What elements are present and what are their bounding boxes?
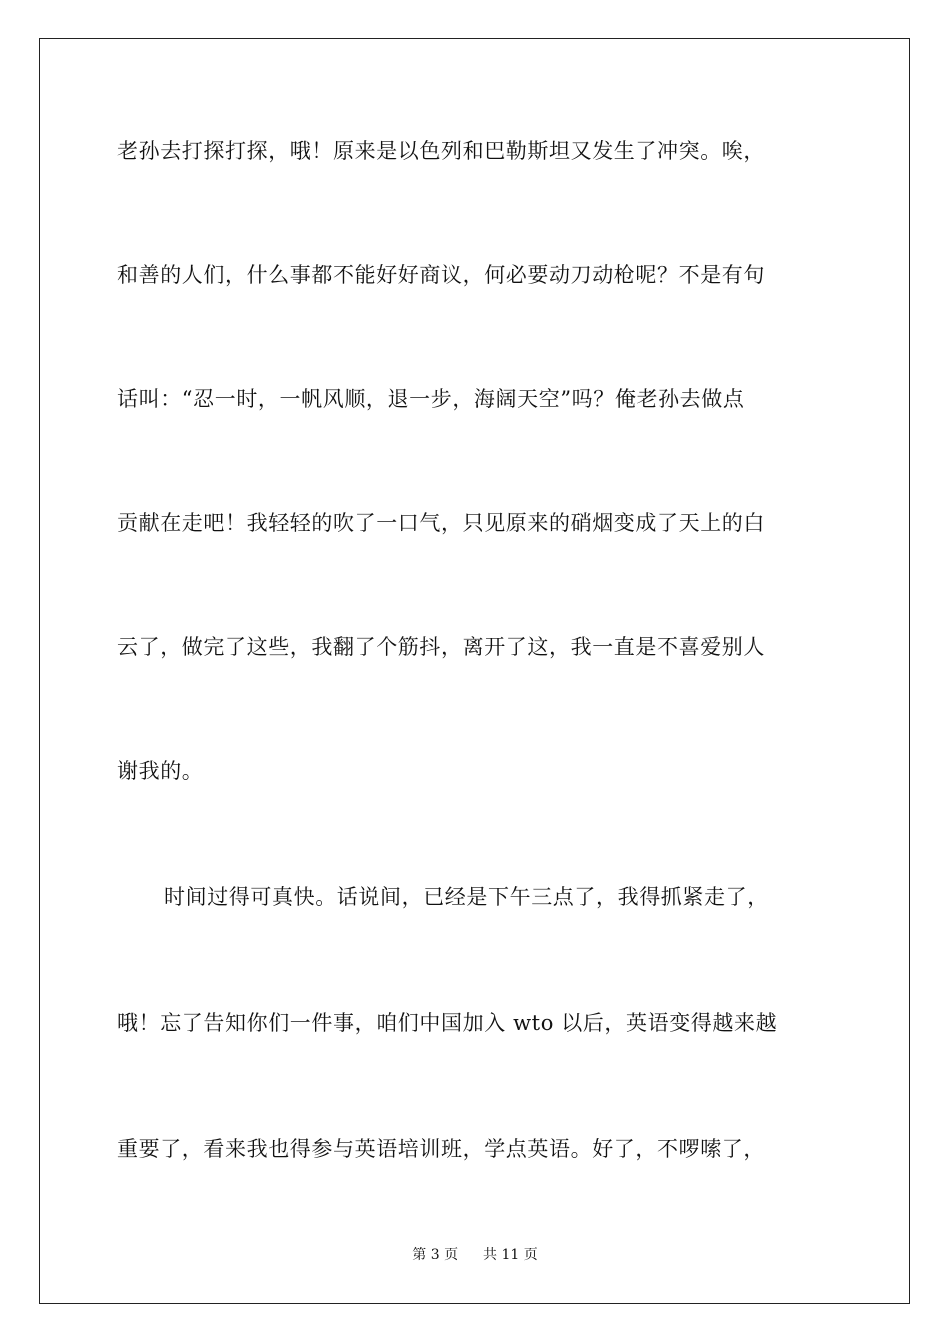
- page-total: 共 11 页: [483, 1247, 538, 1263]
- text-line-9: 重要了，看来我也得参与英语培训班，学点英语。好了，不啰嗦了，: [117, 1137, 765, 1161]
- text-line-3: 话叫：“忍一时，一帆风顺，退一步，海阔天空”吗？俺老孙去做点: [117, 387, 745, 411]
- page-frame: [39, 38, 910, 1304]
- text-line-1: 老孙去打探打探，哦！原来是以色列和巴勒斯坦又发生了冲突。唉，: [117, 139, 765, 163]
- text-line-6: 谢我的。: [117, 759, 204, 783]
- text-line-4: 贡献在走吧！我轻轻的吹了一口气，只见原来的硝烟变成了天上的白: [117, 511, 765, 535]
- page-footer: [0, 1246, 950, 1264]
- text-line-2: 和善的人们，什么事都不能好好商议，何必要动刀动枪呢？不是有句: [117, 263, 765, 287]
- paragraph-start-line: 时间过得可真快。话说间，已经是下午三点了，我得抓紧走了，: [164, 885, 769, 909]
- page-number: 第 3 页: [412, 1247, 459, 1263]
- text-line-8: 哦！忘了告知你们一件事，咱们中国加入 wto 以后，英语变得越来越: [117, 1011, 778, 1035]
- text-line-5: 云了，做完了这些，我翻了个筋抖，离开了这，我一直是不喜爱别人: [117, 635, 765, 659]
